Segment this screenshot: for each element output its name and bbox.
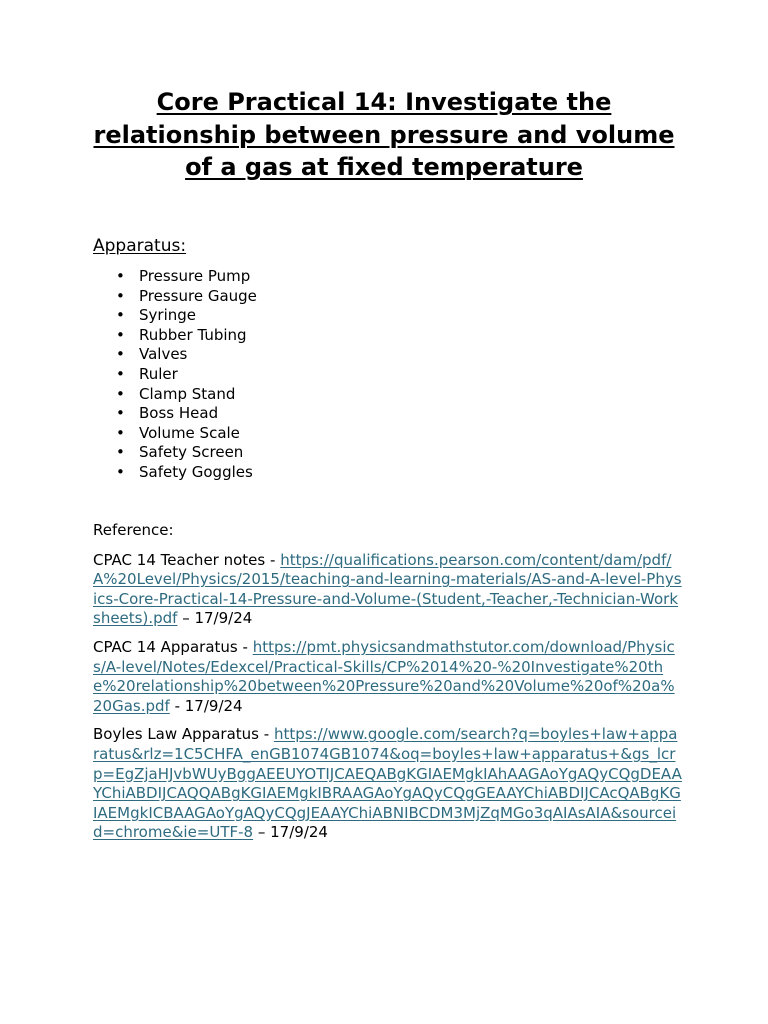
bullet-icon: • — [116, 443, 125, 462]
reference-link[interactable]: https://www.google.com/search?q=boyles+law+apparatus&rlz=1C5CHFA_enGB1074GB1074&oq=boyles+law+apparatus+&gs_lcrp=EgZjaHJvbWUyBggAEEUYOTIJCAEQABgKGIAEMgkIAhAAGAoYgAQyCQgDEAAYChiABDIJCAQQABgKGIAEMgkIBRAAGAoYgAQyCQgGEAAYChiABDIJCAcQABgKGIAEMgkICBAAGAoYgAQyCQgJEAAYChiABNIBCDM3MjZqMGo3qAIAsAIA&sourceid=chrome&ie=UTF-8 — [93, 725, 682, 842]
reference-date: – 17/9/24 — [182, 609, 253, 628]
reference-label: CPAC 14 Apparatus - — [93, 637, 248, 656]
list-item-label: Safety Goggles — [139, 462, 253, 481]
list-item — [93, 385, 257, 405]
list-item-label: Pressure Gauge — [139, 286, 257, 305]
list-item — [93, 326, 257, 346]
list-item — [93, 287, 257, 307]
reference-label: CPAC 14 Teacher notes - — [93, 550, 276, 569]
bullet-icon: • — [116, 267, 125, 285]
list-item — [93, 404, 257, 424]
reference-entry-boyles-law — [93, 725, 683, 843]
list-item-label: Syringe — [139, 306, 196, 325]
list-item — [93, 443, 257, 463]
reference-date: - 17/9/24 — [169, 696, 243, 715]
list-item-label: Pressure Pump — [139, 267, 251, 285]
reference-entry-apparatus — [93, 638, 683, 716]
list-item-label: Clamp Stand — [139, 384, 236, 403]
reference-section — [93, 521, 683, 852]
list-item — [93, 267, 257, 287]
bullet-icon: • — [116, 286, 125, 305]
reference-date: – 17/9/24 — [257, 823, 328, 842]
apparatus-list — [93, 267, 257, 483]
list-item — [93, 463, 257, 483]
bullet-icon: • — [116, 404, 125, 423]
reference-label: Boyles Law Apparatus - — [93, 725, 270, 744]
bullet-icon: • — [116, 345, 125, 364]
reference-entry-teacher-notes — [93, 551, 683, 629]
list-item — [93, 345, 257, 365]
list-item — [93, 424, 257, 444]
bullet-icon: • — [116, 325, 125, 344]
list-item — [93, 365, 257, 385]
page-title: Core Practical 14: Investigate the relationship between pressure and volume of a gas at fixed temperature — [93, 88, 675, 181]
list-item-label: Boss Head — [139, 404, 219, 423]
bullet-icon: • — [116, 306, 125, 325]
list-item-label: Volume Scale — [139, 423, 240, 442]
apparatus-heading: Apparatus: — [93, 236, 187, 256]
list-item-label: Safety Screen — [139, 443, 244, 462]
list-item-label: Valves — [139, 345, 188, 364]
reference-link[interactable]: https://qualifications.pearson.com/content/dam/pdf/A%20Level/Physics/2015/teaching-and-learning-materials/AS-and-A-level-Physics-Core-Practical-14-Pressure-and-Volume-(Student,-Teacher,-Technician-Worksheets).pdf — [93, 550, 682, 628]
bullet-icon: • — [116, 364, 125, 383]
bullet-icon: • — [116, 423, 125, 442]
reference-link[interactable]: https://pmt.physicsandmathstutor.com/download/Physics/A-level/Notes/Edexcel/Practical-Skills/CP%2014%20-%20Investigate%20the%20relationship%20between%20Pressure%20and%20Volume%20of%20a%20Gas.pdf — [93, 637, 675, 715]
bullet-icon: • — [116, 384, 125, 403]
list-item — [93, 306, 257, 326]
bullet-icon: • — [116, 462, 125, 481]
list-item-label: Ruler — [139, 364, 178, 383]
reference-heading: Reference: — [93, 521, 174, 539]
list-item-label: Rubber Tubing — [139, 325, 247, 344]
